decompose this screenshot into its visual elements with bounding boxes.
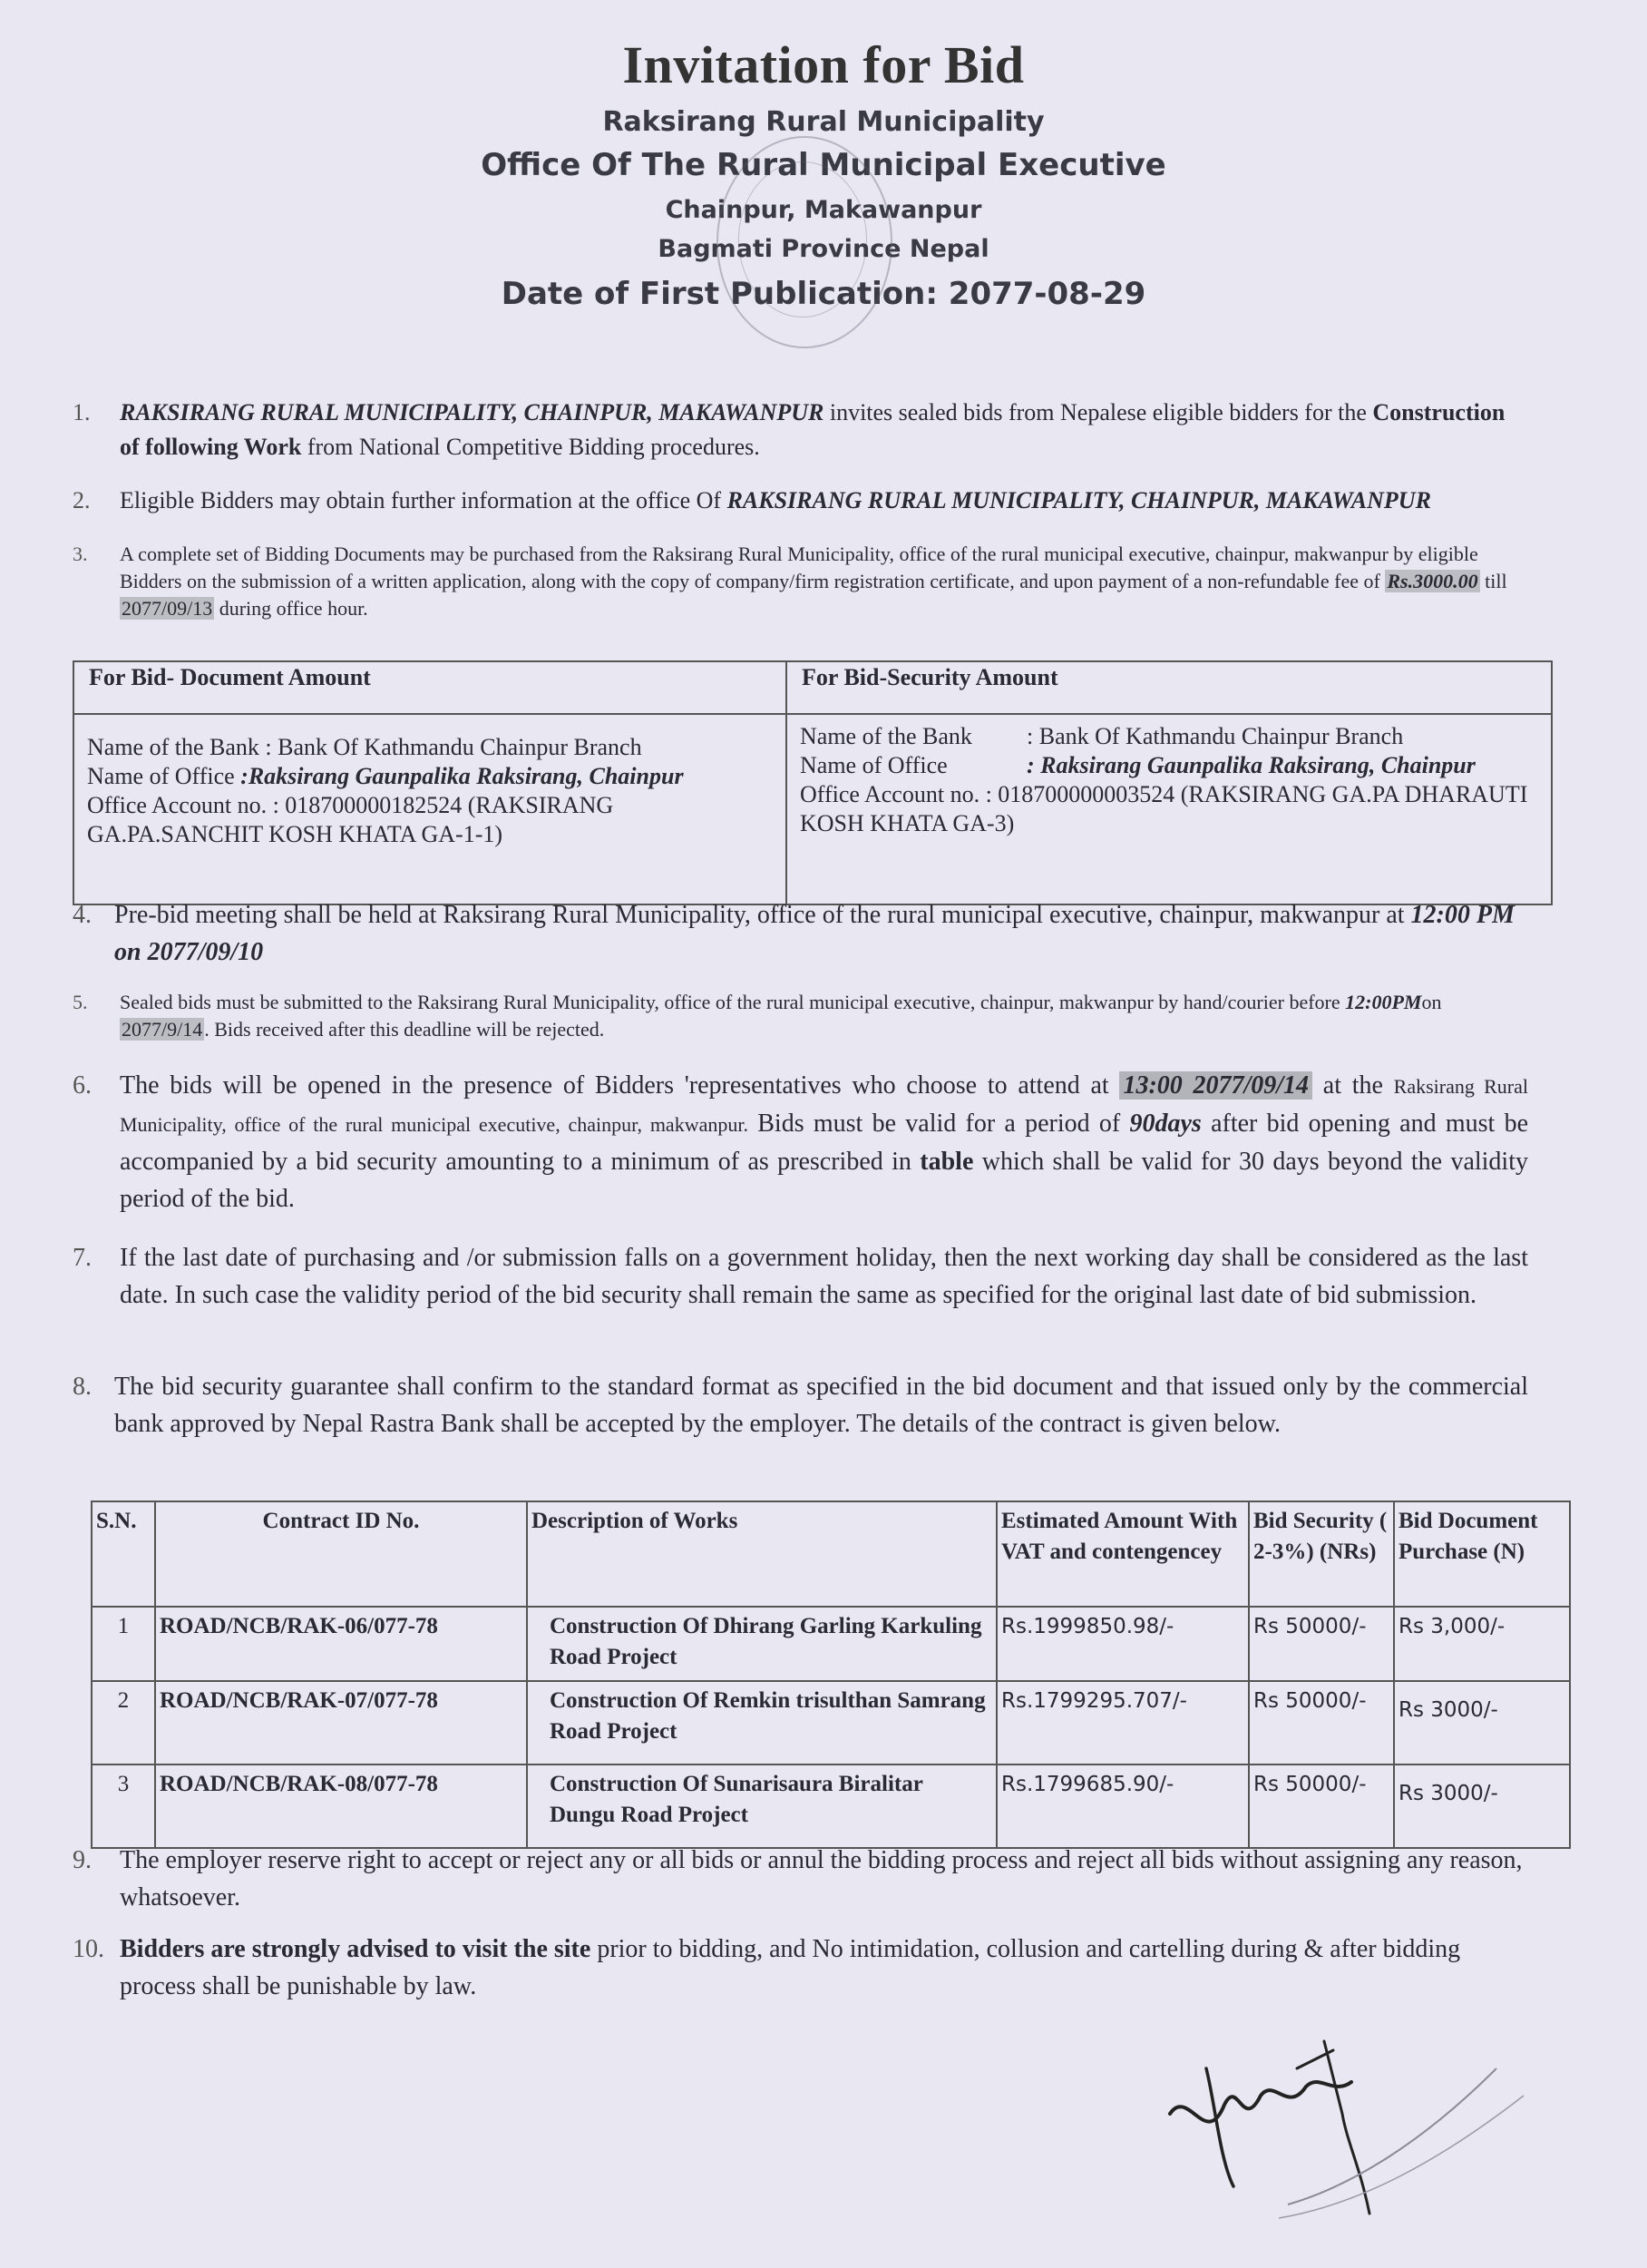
bank-value: : Bank Of Kathmandu Chainpur Branch — [1027, 723, 1404, 749]
cell-contract-id: ROAD/NCB/RAK-07/077-78 — [155, 1681, 527, 1765]
office-seal-stamp — [716, 136, 892, 348]
office-value: : Raksirang Gaunpalika Raksirang, Chainpur — [1027, 752, 1476, 778]
submission-date: 2077/9/14 — [122, 1018, 203, 1041]
paragraph-text: from National Competitive Bidding procedures. — [301, 434, 760, 460]
paragraph-text: Pre-bid meeting shall be held at Raksirang Rural Municipality, office of the rural municipal executive, chainpur, makwanpur at — [114, 901, 1411, 929]
document-fee: Rs.3000.00 — [1387, 570, 1478, 592]
office-name: Office Of The Rural Municipal Executive — [481, 147, 1166, 183]
col-header-description: Description of Works — [527, 1501, 997, 1607]
bank-label: Name of the Bank — [800, 723, 972, 749]
paragraph-text: A complete set of Bidding Documents may be purchased from the Raksirang Rural Municipality, office of the rural municipal executive, chainpur, makwanpur by eligible Bidders on the submission of a written application, along with the copy of company/firm registration certificate, and upon payment of a non-refundable fee of — [120, 543, 1478, 592]
col-header-bid-document: Bid Document Purchase (N) — [1394, 1501, 1570, 1607]
paragraph-text: Raksirang Rural Municipality, office of the rural municipal executive, chainpur, makwanpur. — [120, 1075, 1528, 1136]
security-amount-cell — [786, 714, 1552, 904]
bank-value: : Bank Of Kathmandu Chainpur Branch — [265, 734, 642, 760]
paragraph-text: Sealed bids must be submitted to the Raksirang Rural Municipality, office of the rural municipal executive, chainpur, makwanpur by hand/courier before — [120, 991, 1346, 1013]
contract-details-table — [91, 1501, 1571, 1849]
table-emphasis: table — [920, 1148, 974, 1176]
paragraph-7 — [73, 1239, 1528, 1314]
cell-estimated-amount: Rs.1799295.707/- — [997, 1681, 1249, 1765]
office-location: Chainpur, Makawanpur — [665, 196, 982, 224]
col-header-sn: S.N. — [92, 1501, 155, 1607]
paragraph-3 — [73, 541, 1528, 622]
paragraph-text: Bids must be valid for a period of — [747, 1110, 1130, 1138]
cell-bid-security: Rs 50000/- — [1249, 1681, 1394, 1765]
doc-amount-cell — [73, 714, 786, 904]
paragraph-number: 10. — [73, 1935, 104, 1963]
cell-description: Construction Of Sunarisaura Biralitar Dungu Road Project — [527, 1765, 997, 1848]
paragraph-number: 3. — [73, 543, 88, 565]
paragraph-9 — [73, 1842, 1528, 1916]
account-value: : 018700000003524 (RAKSIRANG GA.PA DHARAUTI KOSH KHATA GA-3) — [800, 781, 1528, 836]
account-value: : 018700000182524 (RAKSIRANG GA.PA.SANCHIT KOSH KHATA GA-1-1) — [87, 792, 614, 847]
paragraph-number: 8. — [73, 1373, 92, 1401]
cell-description: Construction Of Remkin trisulthan Samrang Road Project — [527, 1681, 997, 1765]
col-header-bid-security: Bid Security ( 2-3%) (NRs) — [1249, 1501, 1394, 1607]
paragraph-text: till — [1479, 570, 1507, 592]
construction-emphasis: Construction of following Work — [120, 399, 1506, 460]
municipality-name: Raksirang Rural Municipality — [602, 106, 1045, 138]
account-label: Office Account no. — [87, 792, 268, 818]
cell-sn: 3 — [92, 1765, 155, 1848]
purchase-deadline: 2077/09/13 — [122, 597, 213, 620]
table-row — [92, 1681, 1570, 1765]
office-province: Bagmati Province Nepal — [658, 235, 989, 263]
table-row — [92, 1765, 1570, 1848]
paragraph-text: during office hour. — [214, 597, 368, 620]
col-header-contract-id: Contract ID No. — [155, 1501, 527, 1607]
paragraph-text: after bid opening and must be accompanied by a bid security amounting to a minimum of as prescribed in — [120, 1110, 1528, 1176]
paragraph-number: 5. — [73, 991, 88, 1013]
cell-bid-security: Rs 50000/- — [1249, 1607, 1394, 1681]
paragraph-number: 2. — [73, 487, 91, 513]
doc-amount-header: For Bid- Document Amount — [73, 661, 786, 714]
paragraph-number: 7. — [73, 1244, 92, 1272]
cell-estimated-amount: Rs.1999850.98/- — [997, 1607, 1249, 1681]
paragraph-number: 6. — [73, 1071, 92, 1100]
paragraph-number: 1. — [73, 399, 91, 425]
handwritten-signature — [1152, 2032, 1542, 2232]
office-label: Name of Office — [87, 763, 241, 789]
document-title: Invitation for Bid — [622, 35, 1025, 94]
paragraph-2 — [73, 484, 1528, 518]
paragraph-text: at the — [1312, 1071, 1394, 1100]
paragraph-8 — [73, 1368, 1528, 1442]
account-label: Office Account no. — [800, 781, 986, 807]
paragraph-text: Eligible Bidders may obtain further information at the office Of — [120, 487, 727, 513]
prebid-time: 12:00 PM on 2077/09/10 — [114, 901, 1515, 966]
cell-description: Construction Of Dhirang Garling Karkuling Road Project — [527, 1607, 997, 1681]
cell-bid-security: Rs 50000/- — [1249, 1765, 1394, 1848]
paragraph-number: 9. — [73, 1846, 92, 1874]
municipality-emphasis: RAKSIRANG RURAL MUNICIPALITY, CHAINPUR, MAKAWANPUR — [120, 399, 824, 425]
opening-time: 13:00 2077/09/14 — [1119, 1071, 1312, 1100]
paragraph-text: on — [1421, 991, 1442, 1013]
bank-label: Name of the Bank — [87, 734, 259, 760]
paragraph-text: invites sealed bids from Nepalese eligible bidders for the — [824, 399, 1373, 425]
bank-details-table — [73, 660, 1553, 905]
municipality-emphasis: RAKSIRANG RURAL MUNICIPALITY, CHAINPUR, MAKAWANPUR — [726, 487, 1431, 513]
validity-days: 90days — [1129, 1110, 1202, 1138]
submission-time: 12:00PM — [1345, 991, 1422, 1013]
paragraph-6 — [73, 1067, 1528, 1217]
paragraph-4 — [73, 896, 1528, 971]
cell-estimated-amount: Rs.1799685.90/- — [997, 1765, 1249, 1848]
paragraph-1 — [73, 396, 1528, 464]
paragraph-text: If the last date of purchasing and /or submission falls on a government holiday, then the next working day shall be considered as the last date. In such case the validity period of the bid security shall remain the same as specified for the original last date of bid submission. — [120, 1244, 1528, 1309]
office-label: Name of Office — [800, 752, 948, 778]
cell-contract-id: ROAD/NCB/RAK-08/077-78 — [155, 1765, 527, 1848]
cell-sn: 2 — [92, 1681, 155, 1765]
col-header-estimated-amount: Estimated Amount With VAT and contengencey — [997, 1501, 1249, 1607]
paragraph-5 — [73, 989, 1528, 1043]
cell-bid-document: Rs 3000/- — [1394, 1681, 1570, 1765]
office-value: :Raksirang Gaunpalika Raksirang, Chainpur — [240, 763, 684, 789]
site-visit-emphasis: Bidders are strongly advised to visit the site — [120, 1935, 591, 1963]
paragraph-text: The employer reserve right to accept or reject any or all bids or annul the bidding process and reject all bids without assigning any reason, whatsoever. — [120, 1846, 1523, 1911]
paragraph-number: 4. — [73, 901, 92, 929]
publication-date: Date of First Publication: 2077-08-29 — [501, 276, 1146, 312]
cell-sn: 1 — [92, 1607, 155, 1681]
cell-contract-id: ROAD/NCB/RAK-06/077-78 — [155, 1607, 527, 1681]
paragraph-text: The bid security guarantee shall confirm to the standard format as specified in the bid document and that issued only by the commercial bank approved by Nepal Rastra Bank shall be accepted by the employer. The details of the contract is given below. — [114, 1373, 1528, 1438]
cell-bid-document: Rs 3,000/- — [1394, 1607, 1570, 1681]
paragraph-text: The bids will be opened in the presence of Bidders 'representatives who choose to attend at — [120, 1071, 1120, 1100]
table-row — [92, 1607, 1570, 1681]
paragraph-text: . Bids received after this deadline will be rejected. — [204, 1018, 605, 1041]
paragraph-text: prior to bidding, and No intimidation, collusion and cartelling during & after bidding process shall be punishable by law. — [120, 1935, 1461, 2000]
cell-bid-document: Rs 3000/- — [1394, 1765, 1570, 1848]
paragraph-10 — [73, 1931, 1528, 2005]
security-amount-header: For Bid-Security Amount — [786, 661, 1552, 714]
paragraph-text: which shall be valid for 30 days beyond the validity period of the bid. — [120, 1148, 1528, 1213]
